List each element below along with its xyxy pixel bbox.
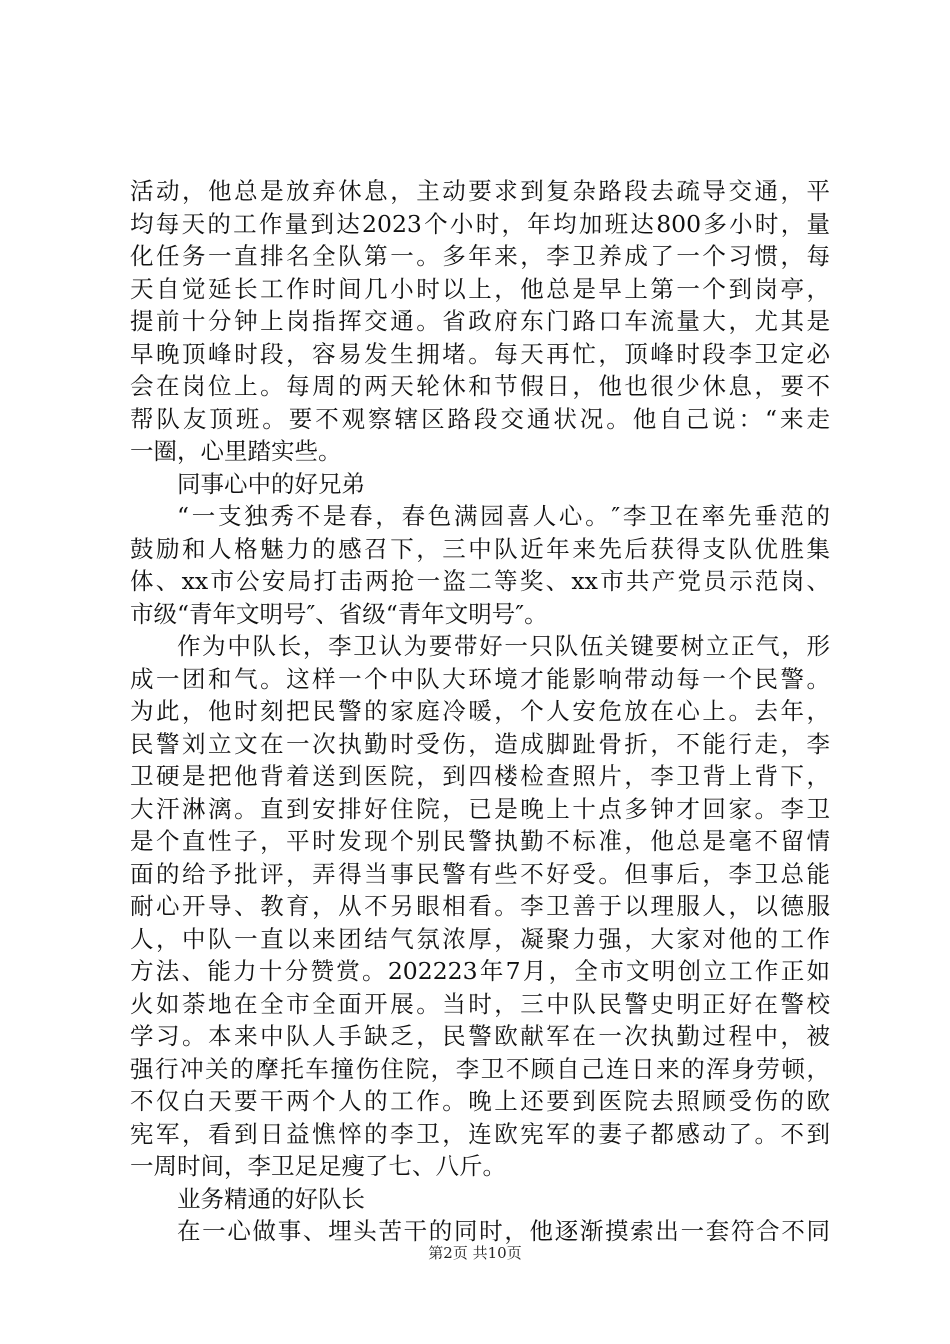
text-line: 帮队友顶班。要不观察辖区路段交通状况。他自己说：“来走 xyxy=(130,404,830,433)
text-line: 均每天的工作量到达2023个小时，年均加班达800多小时，量 xyxy=(130,209,830,238)
text-line: 宪军，看到日益憔悴的李卫，连欧宪军的妻子都感动了。不到 xyxy=(130,1119,830,1148)
text-line: 耐心开导、教育，从不另眼相看。李卫善于以理服人，以德服 xyxy=(130,892,830,920)
text-line: 会在岗位上。每周的两天轮休和节假日，他也很少休息，要不 xyxy=(130,372,830,400)
text-line: 方法、能力十分赞赏。202223年7月，全市文明创立工作正如 xyxy=(130,957,830,985)
text-line: 人，中队一直以来团结气氛浓厚，凝聚力强，大家对他的工作 xyxy=(130,924,830,953)
text-line: 成一团和气。这样一个中队大环境才能影响带动每一个民警。 xyxy=(130,664,830,693)
text-line: 作为中队长，李卫认为要带好一只队伍关键要树立正气，形 xyxy=(177,632,830,660)
page-number: 第2页 共10页 xyxy=(428,1244,522,1262)
text-line: 一周时间，李卫足足瘦了七、八斤。 xyxy=(130,1152,506,1180)
text-line: “一支独秀不是春，春色满园喜人心。″李卫在率先垂范的 xyxy=(177,502,830,530)
text-line: 天自觉延长工作时间几小时以上，他总是早上第一个到岗亭， xyxy=(130,274,830,303)
section-heading: 同事心中的好兄弟 xyxy=(177,469,365,498)
text-line: 卫硬是把他背着送到医院，到四楼检查照片，李卫背上背下， xyxy=(130,762,830,790)
text-line: 大汗淋漓。直到安排好住院，已是晚上十点多钟才回家。李卫 xyxy=(130,794,830,823)
document-body xyxy=(130,175,830,1248)
text-line: 不仅白天要干两个人的工作。晚上还要到医院去照顾受伤的欧 xyxy=(130,1087,830,1115)
text-line: 是个直性子，平时发现个别民警执勤不标准，他总是毫不留情 xyxy=(130,827,830,855)
text-line: 火如荼地在全市全面开展。当时，三中队民警史明正好在警校 xyxy=(130,989,830,1018)
text-line: 在一心做事、埋头苦干的同时，他逐渐摸索出一套符合不同 xyxy=(177,1217,830,1245)
text-line: 早晚顶峰时段，容易发生拥堵。每天再忙，顶峰时段李卫定必 xyxy=(130,339,830,368)
section-heading: 业务精通的好队长 xyxy=(177,1184,365,1213)
text-line: 提前十分钟上岗指挥交通。省政府东门路口车流量大，尤其是 xyxy=(130,307,830,335)
text-line: 面的给予批评，弄得当事民警有些不好受。但事后，李卫总能 xyxy=(130,859,830,888)
text-line: 活动，他总是放弃休息，主动要求到复杂路段去疏导交通，平 xyxy=(130,177,830,205)
text-line: 市级“青年文明号″、省级“青年文明号″。 xyxy=(130,599,548,628)
text-line: 一圈，心里踏实些。 xyxy=(130,437,342,465)
text-line: 学习。本来中队人手缺乏，民警欧献军在一次执勤过程中，被 xyxy=(130,1022,830,1050)
text-line: 鼓励和人格魅力的感召下，三中队近年来先后获得支队优胜集 xyxy=(130,534,830,563)
text-line: 化任务一直排名全队第一。多年来，李卫养成了一个习惯，每 xyxy=(130,242,830,270)
page-footer xyxy=(0,1242,950,1263)
text-line: 强行冲关的摩托车撞伤住院，李卫不顾自己连日来的浑身劳顿， xyxy=(130,1054,830,1083)
text-line: 民警刘立文在一次执勤时受伤，造成脚趾骨折，不能行走，李 xyxy=(130,729,830,758)
text-line: 体、xx市公安局打击两抢一盗二等奖、xx市共产党员示范岗、 xyxy=(130,567,830,595)
text-line: 为此，他时刻把民警的家庭冷暖，个人安危放在心上。去年， xyxy=(130,697,830,725)
